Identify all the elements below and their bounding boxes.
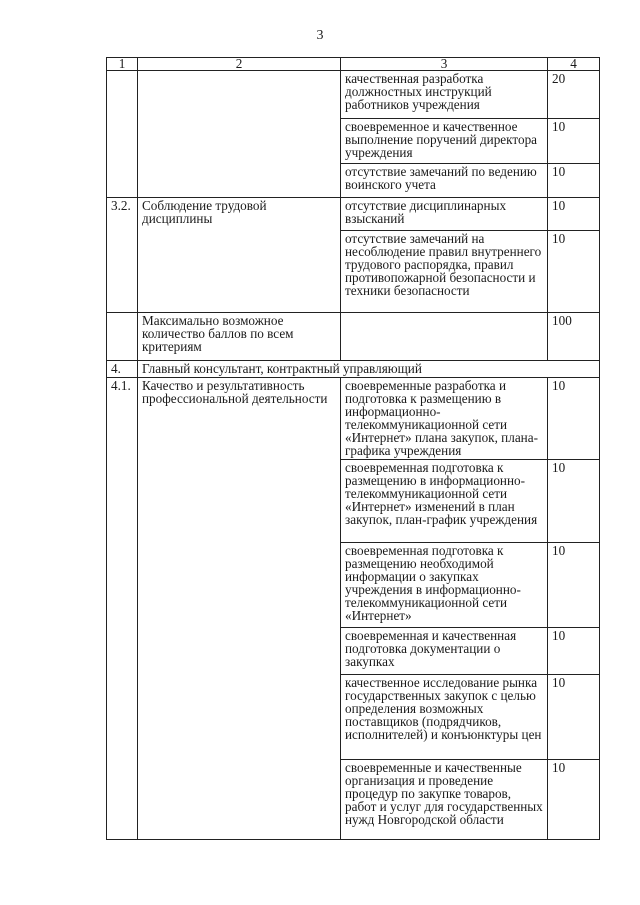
indicator-cell: своевременная подготовка к размещению в информационно-телекоммуникационной сети «Интернет» изменений в план закупок, план-график учреждения	[341, 460, 548, 543]
row-number: 4.	[107, 361, 138, 378]
table-row	[107, 378, 600, 460]
points-cell: 10	[548, 231, 600, 313]
indicator-cell: своевременные разработка и подготовка к размещению в информационно-телекоммуникационной сети «Интернет» плана закупок, плана-графика учреждения	[341, 378, 548, 460]
column-header: 1	[107, 58, 138, 71]
indicator-cell: своевременная и качественная подготовка документации о закупках	[341, 628, 548, 675]
criteria-table	[106, 57, 600, 840]
indicator-cell: своевременные и качественные организация и проведение процедур по закупке товаров, работ и услуг для государственных нужд Новгородской области	[341, 760, 548, 840]
column-header: 2	[138, 58, 341, 71]
page-number: 3	[316, 28, 324, 43]
row-number: 3.2.	[107, 198, 138, 313]
table-row-total	[107, 313, 600, 361]
points-cell: 10	[548, 460, 600, 543]
criterion-cell: Максимально возможное количество баллов по всем критериям	[138, 313, 341, 361]
points-cell: 10	[548, 675, 600, 760]
column-header: 3	[341, 58, 548, 71]
points-cell: 10	[548, 198, 600, 231]
indicator-cell: отсутствие дисциплинарных взысканий	[341, 198, 548, 231]
indicator-cell: отсутствие замечаний по ведению воинского учета	[341, 164, 548, 198]
indicator-cell: отсутствие замечаний на несоблюдение правил внутреннего трудового распорядка, правил противопожарной безопасности и техники безопасности	[341, 231, 548, 313]
points-cell: 20	[548, 71, 600, 119]
criterion-cell	[138, 71, 341, 198]
row-number	[107, 313, 138, 361]
table-header-row	[107, 58, 600, 71]
section-title: Главный консультант, контрактный управляющий	[138, 361, 600, 378]
indicator-cell: своевременное и качественное выполнение поручений директора учреждения	[341, 119, 548, 164]
criterion-cell: Соблюдение трудовой дисциплины	[138, 198, 341, 313]
points-cell: 100	[548, 313, 600, 361]
table-row	[107, 198, 600, 231]
table-row	[107, 71, 600, 119]
points-cell: 10	[548, 119, 600, 164]
points-cell: 10	[548, 543, 600, 628]
indicator-cell: своевременная подготовка к размещению необходимой информации о закупках учреждения в информационно-телекоммуникационной сети «Интернет»	[341, 543, 548, 628]
points-cell: 10	[548, 760, 600, 840]
row-number	[107, 71, 138, 198]
points-cell: 10	[548, 378, 600, 460]
points-cell: 10	[548, 628, 600, 675]
row-number: 4.1.	[107, 378, 138, 840]
section-row	[107, 361, 600, 378]
criterion-cell: Качество и результативность профессиональной деятельности	[138, 378, 341, 840]
indicator-cell	[341, 313, 548, 361]
points-cell: 10	[548, 164, 600, 198]
indicator-cell: качественное исследование рынка государственных закупок с целью определения возможных поставщиков (подрядчиков, исполнителей) и конъюнктуры цен	[341, 675, 548, 760]
column-header: 4	[548, 58, 600, 71]
indicator-cell: качественная разработка должностных инструкций работников учреждения	[341, 71, 548, 119]
